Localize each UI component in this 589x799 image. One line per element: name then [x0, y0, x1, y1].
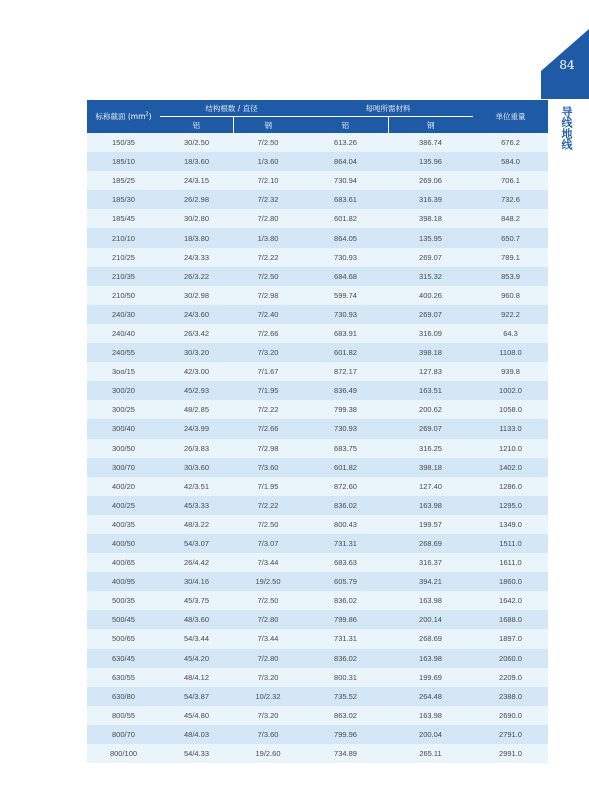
table-cell: 500/45 — [87, 610, 160, 629]
table-cell: 163.98 — [388, 496, 473, 515]
table-cell: 7/1.95 — [233, 381, 303, 400]
table-cell: 26/3.42 — [160, 324, 233, 343]
table-cell: 400.26 — [388, 286, 473, 305]
table-cell: 135.95 — [388, 228, 473, 247]
table-row — [87, 477, 548, 496]
table-row — [87, 381, 548, 400]
table-cell: 732.6 — [473, 190, 548, 209]
table-row — [87, 439, 548, 458]
table-cell: 863.02 — [303, 706, 388, 725]
table-row — [87, 553, 548, 572]
table-row — [87, 248, 548, 267]
table-cell: 1/3.60 — [233, 152, 303, 171]
table-cell: 1210.0 — [473, 439, 548, 458]
table-cell: 394.21 — [388, 572, 473, 591]
table-cell: 1286.0 — [473, 477, 548, 496]
table-row — [87, 152, 548, 171]
table-cell: 1133.0 — [473, 419, 548, 438]
table-cell: 199.57 — [388, 515, 473, 534]
table-cell: 1/3.80 — [233, 228, 303, 247]
table-cell: 54/3.44 — [160, 629, 233, 648]
table-cell: 7/3.20 — [233, 343, 303, 362]
table-row — [87, 572, 548, 591]
table-cell: 684.68 — [303, 267, 388, 286]
table-cell: 630/45 — [87, 649, 160, 668]
table-cell: 7/2.66 — [233, 419, 303, 438]
table-cell: 7/2.50 — [233, 515, 303, 534]
table-cell: 30/3.20 — [160, 343, 233, 362]
table-cell: 1897.0 — [473, 629, 548, 648]
table-cell: 24/3.60 — [160, 305, 233, 324]
table-cell: 48/3.22 — [160, 515, 233, 534]
table-cell: 210/35 — [87, 267, 160, 286]
table-cell: 7/3.60 — [233, 458, 303, 477]
table-row — [87, 419, 548, 438]
table-cell: 789.1 — [473, 248, 548, 267]
table-cell: 7/2.22 — [233, 400, 303, 419]
table-cell: 1860.0 — [473, 572, 548, 591]
table-row — [87, 591, 548, 610]
table-cell: 2060.0 — [473, 649, 548, 668]
table-cell: 265.11 — [388, 744, 473, 763]
table-cell: 1349.0 — [473, 515, 548, 534]
header-structure: 结构根数 / 直径 — [160, 100, 303, 117]
table-cell: 601.82 — [303, 209, 388, 228]
table-cell: 7/3.07 — [233, 534, 303, 553]
table-cell: 7/2.98 — [233, 286, 303, 305]
table-cell: 316.25 — [388, 439, 473, 458]
header-structure-aluminum: 铝 — [160, 117, 233, 134]
table-cell: 734.89 — [303, 744, 388, 763]
table-cell: 7/2.50 — [233, 133, 303, 152]
table-cell: 864.05 — [303, 228, 388, 247]
table-cell: 730.93 — [303, 305, 388, 324]
table-cell: 163.98 — [388, 649, 473, 668]
header-unit-weight: 单位重量 — [473, 100, 548, 133]
table-cell: 800.31 — [303, 668, 388, 687]
table-cell: 315.32 — [388, 267, 473, 286]
table-row — [87, 706, 548, 725]
table-cell: 24/3.99 — [160, 419, 233, 438]
table-cell: 54/3.07 — [160, 534, 233, 553]
table-cell: 26/3.22 — [160, 267, 233, 286]
table-cell: 42/3.51 — [160, 477, 233, 496]
table-cell: 7/2.66 — [233, 324, 303, 343]
table-cell: 853.9 — [473, 267, 548, 286]
table-cell: 45/4.80 — [160, 706, 233, 725]
table-cell: 683.75 — [303, 439, 388, 458]
table-cell: 300/50 — [87, 439, 160, 458]
section-label: 导线地线 — [560, 106, 573, 150]
table-cell: 19/2.60 — [233, 744, 303, 763]
header-material-aluminum: 铝 — [303, 117, 388, 134]
table-cell: 199.69 — [388, 668, 473, 687]
table-cell: 163.98 — [388, 591, 473, 610]
table-cell: 605.79 — [303, 572, 388, 591]
table-cell: 730.93 — [303, 419, 388, 438]
table-cell: 7/3.44 — [233, 553, 303, 572]
table-cell: 7/1.67 — [233, 362, 303, 381]
table-cell: 1295.0 — [473, 496, 548, 515]
table-cell: 45/3.33 — [160, 496, 233, 515]
table-cell: 185/45 — [87, 209, 160, 228]
table-cell: 268.69 — [388, 629, 473, 648]
table-cell: 800/55 — [87, 706, 160, 725]
table-cell: 240/40 — [87, 324, 160, 343]
table-cell: 7/2.50 — [233, 591, 303, 610]
table-row — [87, 267, 548, 286]
table-cell: 264.48 — [388, 687, 473, 706]
table-row — [87, 515, 548, 534]
table-cell: 960.8 — [473, 286, 548, 305]
table-cell: 48/2.85 — [160, 400, 233, 419]
table-cell: 630/55 — [87, 668, 160, 687]
table-cell: 1402.0 — [473, 458, 548, 477]
table-cell: 163.98 — [388, 706, 473, 725]
table-cell: 2690.0 — [473, 706, 548, 725]
table-row — [87, 534, 548, 553]
table-cell: 2209.0 — [473, 668, 548, 687]
table-cell: 601.82 — [303, 343, 388, 362]
table-cell: 872.17 — [303, 362, 388, 381]
table-cell: 1002.0 — [473, 381, 548, 400]
table-cell: 7/3.60 — [233, 725, 303, 744]
table-cell: 30/2.98 — [160, 286, 233, 305]
table-cell: 836.02 — [303, 649, 388, 668]
table-row — [87, 305, 548, 324]
table-cell: 799.86 — [303, 610, 388, 629]
table-cell: 210/10 — [87, 228, 160, 247]
table-cell: 26/2.98 — [160, 190, 233, 209]
table-cell: 836.02 — [303, 591, 388, 610]
header-structure-steel: 钢 — [233, 117, 303, 134]
table-cell: 872.60 — [303, 477, 388, 496]
table-cell: 7/2.80 — [233, 209, 303, 228]
table-row — [87, 362, 548, 381]
table-cell: 210/50 — [87, 286, 160, 305]
table-cell: 2991.0 — [473, 744, 548, 763]
table-cell: 64.3 — [473, 324, 548, 343]
table-cell: 210/25 — [87, 248, 160, 267]
table-cell: 10/2.32 — [233, 687, 303, 706]
table-cell: 400/50 — [87, 534, 160, 553]
table-cell: 398.18 — [388, 343, 473, 362]
table-row — [87, 458, 548, 477]
table-row — [87, 744, 548, 763]
table-row — [87, 725, 548, 744]
table-cell: 268.69 — [388, 534, 473, 553]
table-cell: 400/35 — [87, 515, 160, 534]
table-row — [87, 400, 548, 419]
table-cell: 7/2.22 — [233, 496, 303, 515]
table-cell: 398.18 — [388, 209, 473, 228]
table-cell: 135.96 — [388, 152, 473, 171]
table-cell: 1511.0 — [473, 534, 548, 553]
table-cell: 7/2.98 — [233, 439, 303, 458]
table-row — [87, 668, 548, 687]
table-cell: 683.91 — [303, 324, 388, 343]
table-cell: 7/1.95 — [233, 477, 303, 496]
table-cell: 922.2 — [473, 305, 548, 324]
table-cell: 939.8 — [473, 362, 548, 381]
table-cell: 836.49 — [303, 381, 388, 400]
table-cell: 800/100 — [87, 744, 160, 763]
table-row — [87, 649, 548, 668]
table-cell: 300/40 — [87, 419, 160, 438]
table-row — [87, 228, 548, 247]
header-nominal-section: 标称截面 $(mm^2)$ — [87, 100, 160, 133]
table-header — [87, 100, 548, 133]
table-cell: 836.02 — [303, 496, 388, 515]
conductor-spec-table — [87, 100, 548, 763]
table-cell: 54/4.33 — [160, 744, 233, 763]
table-cell: 300/20 — [87, 381, 160, 400]
table-cell: 1688.0 — [473, 610, 548, 629]
table-cell: 1058.0 — [473, 400, 548, 419]
table-cell: 269.07 — [388, 305, 473, 324]
table-cell: 30/2.50 — [160, 133, 233, 152]
table-cell: 269.06 — [388, 171, 473, 190]
table-cell: 269.07 — [388, 419, 473, 438]
table-row — [87, 629, 548, 648]
table-cell: 7/2.10 — [233, 171, 303, 190]
table-cell: 500/65 — [87, 629, 160, 648]
table-row — [87, 286, 548, 305]
table-cell: 1108.0 — [473, 343, 548, 362]
table-cell: 200.04 — [388, 725, 473, 744]
table-cell: 864.04 — [303, 152, 388, 171]
table-body — [87, 133, 548, 763]
table-cell: 599.74 — [303, 286, 388, 305]
table-cell: 24/3.15 — [160, 171, 233, 190]
table-row — [87, 133, 548, 152]
table-cell: 185/10 — [87, 152, 160, 171]
table-cell: 730.93 — [303, 248, 388, 267]
table-cell: 24/3.33 — [160, 248, 233, 267]
table-cell: 48/4.12 — [160, 668, 233, 687]
table-cell: 7/2.80 — [233, 610, 303, 629]
table-cell: 630/80 — [87, 687, 160, 706]
table-cell: 7/3.20 — [233, 668, 303, 687]
table-cell: 54/3.87 — [160, 687, 233, 706]
table-row — [87, 343, 548, 362]
table-cell: 48/3.60 — [160, 610, 233, 629]
table-cell: 18/3.60 — [160, 152, 233, 171]
table-cell: 500/35 — [87, 591, 160, 610]
table-cell: 7/3.20 — [233, 706, 303, 725]
table-cell: 799.38 — [303, 400, 388, 419]
table-cell: 2388.0 — [473, 687, 548, 706]
table-cell: 30/3.60 — [160, 458, 233, 477]
table-cell: 300/70 — [87, 458, 160, 477]
table-cell: 269.07 — [388, 248, 473, 267]
table-cell: 30/4.16 — [160, 572, 233, 591]
table-cell: 613.26 — [303, 133, 388, 152]
header-material-steel: 钢 — [388, 117, 473, 134]
table-cell: 185/30 — [87, 190, 160, 209]
table-cell: 2791.0 — [473, 725, 548, 744]
table-cell: 799.96 — [303, 725, 388, 744]
table-cell: 18/3.80 — [160, 228, 233, 247]
table-cell: 316.09 — [388, 324, 473, 343]
table-cell: 45/2.93 — [160, 381, 233, 400]
table-cell: 7/2.50 — [233, 267, 303, 286]
table-row — [87, 190, 548, 209]
header-material-per-ton: 每吨所需材料 — [303, 100, 473, 117]
table-cell: 398.18 — [388, 458, 473, 477]
table-cell: 163.51 — [388, 381, 473, 400]
table-cell: 200.62 — [388, 400, 473, 419]
table-cell: 7/2.80 — [233, 649, 303, 668]
table-cell: 240/55 — [87, 343, 160, 362]
table-cell: 127.40 — [388, 477, 473, 496]
table-cell: 200.14 — [388, 610, 473, 629]
table-cell: 683.61 — [303, 190, 388, 209]
table-cell: 400/25 — [87, 496, 160, 515]
table-cell: 26/4.42 — [160, 553, 233, 572]
table-cell: 150/35 — [87, 133, 160, 152]
table-cell: 316.39 — [388, 190, 473, 209]
table-cell: 400/65 — [87, 553, 160, 572]
table-cell: 30/2.80 — [160, 209, 233, 228]
table-cell: 400/95 — [87, 572, 160, 591]
table-cell: 7/2.22 — [233, 248, 303, 267]
table-cell: 1611.0 — [473, 553, 548, 572]
table-cell: 7/2.40 — [233, 305, 303, 324]
table-cell: 45/3.75 — [160, 591, 233, 610]
table-cell: 683.63 — [303, 553, 388, 572]
table-row — [87, 209, 548, 228]
table-cell: 730.94 — [303, 171, 388, 190]
table-cell: 650.7 — [473, 228, 548, 247]
table-cell: 731.31 — [303, 629, 388, 648]
table-cell: 800/70 — [87, 725, 160, 744]
table-cell: 7/3.44 — [233, 629, 303, 648]
table-cell: 676.2 — [473, 133, 548, 152]
table-cell: 1642.0 — [473, 591, 548, 610]
table-row — [87, 496, 548, 515]
table-cell: 127.83 — [388, 362, 473, 381]
table-cell: 300/25 — [87, 400, 160, 419]
table-row — [87, 171, 548, 190]
table-cell: 400/20 — [87, 477, 160, 496]
table-cell: 386.74 — [388, 133, 473, 152]
table-cell: 800.43 — [303, 515, 388, 534]
table-cell: 584.0 — [473, 152, 548, 171]
table-cell: 3oo/15 — [87, 362, 160, 381]
table-cell: 735.52 — [303, 687, 388, 706]
table-cell: 848.2 — [473, 209, 548, 228]
table-cell: 45/4.20 — [160, 649, 233, 668]
table-cell: 185/25 — [87, 171, 160, 190]
table-cell: 42/3.00 — [160, 362, 233, 381]
table-cell: 316.37 — [388, 553, 473, 572]
table-row — [87, 324, 548, 343]
page-number: 84 — [559, 58, 575, 72]
table-cell: 240/30 — [87, 305, 160, 324]
table-row — [87, 687, 548, 706]
table-cell: 7/2.32 — [233, 190, 303, 209]
table-cell: 19/2.50 — [233, 572, 303, 591]
table-cell: 601.82 — [303, 458, 388, 477]
table-row — [87, 610, 548, 629]
table-cell: 706.1 — [473, 171, 548, 190]
table-cell: 731.31 — [303, 534, 388, 553]
table-cell: 48/4.03 — [160, 725, 233, 744]
table-cell: 26/3.83 — [160, 439, 233, 458]
